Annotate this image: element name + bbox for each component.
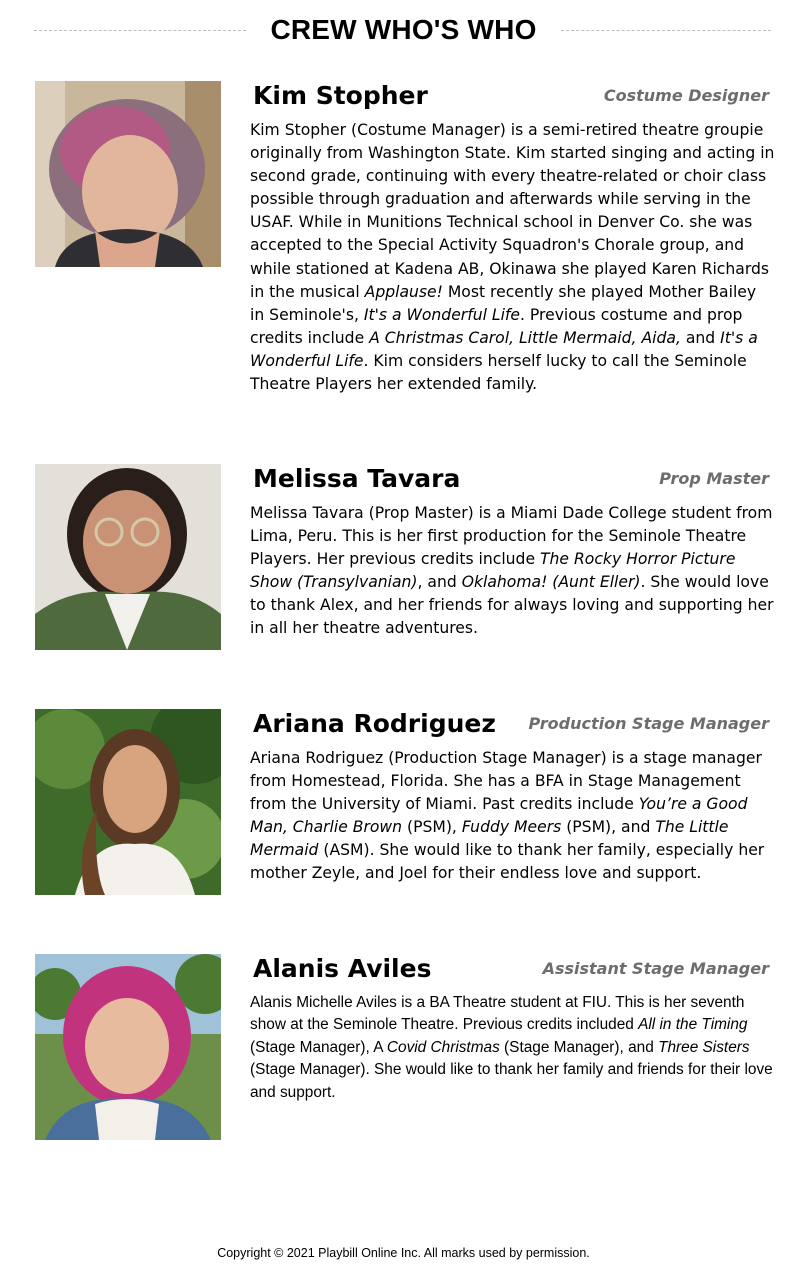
bio-text: Alanis Michelle Aviles is a BA Theatre student at FIU. This is her seventh show at the Seminole Theatre. Previous credits included — [250, 994, 745, 1034]
member-role: Costume Designer — [603, 86, 769, 105]
headshot-photo — [35, 954, 221, 1140]
bio-title: A Christmas Carol, Little Mermaid, Aida, — [369, 328, 681, 347]
bio-text: (Stage Manager). She would like to thank her family and friends for their love and support. — [250, 1061, 773, 1101]
bio-text: , and — [417, 573, 462, 592]
member-role: Assistant Stage Manager — [542, 959, 769, 978]
bio-title: Oklahoma! (Aunt Eller) — [461, 573, 641, 592]
bio-title: You’re a Good Man, Charlie Brown — [250, 795, 748, 837]
header-rule-left — [34, 30, 246, 31]
copyright-footer: Copyright © 2021 Playbill Online Inc. All marks used by permission. — [217, 1246, 590, 1260]
bio-text: and — [680, 328, 721, 347]
headshot-photo — [35, 81, 221, 267]
bio-text: (Stage Manager), A — [250, 1038, 387, 1056]
member-name: Kim Stopher — [253, 81, 428, 110]
bio-title: Applause! — [364, 282, 443, 301]
bio-text: . Kim considers herself lucky to call the Seminole Theatre Players her extended family. — [250, 351, 747, 394]
bio-title: Covid Christmas — [386, 1038, 500, 1056]
bio-title: Fuddy Meers — [461, 818, 562, 837]
headshot-photo — [35, 464, 221, 650]
bio-text: (PSM), — [402, 818, 462, 837]
bio-text: Melissa Tavara (Prop Master) is a Miami Dade College student from Lima, Peru. This is her first production for the Seminole Theatre Players. Her previous credits include — [250, 504, 773, 569]
bio-text: (PSM), and — [561, 818, 656, 837]
member-role: Prop Master — [659, 469, 769, 488]
member-name: Alanis Aviles — [253, 954, 432, 983]
bio-title: It's a Wonderful Life — [363, 305, 520, 324]
bio-title: It's a Wonderful Life — [250, 328, 758, 370]
page-title: CREW WHO'S WHO — [270, 14, 537, 45]
page-header — [0, 12, 807, 50]
headshot-image — [35, 709, 221, 895]
bio-text: . Previous costume and prop credits include — [250, 305, 743, 347]
bio-text: Ariana Rodriguez (Production Stage Manager) is a stage manager from Homestead, Florida. She has a BFA in Stage Management from the University of Miami. Past credits include — [250, 749, 762, 814]
headshot-image — [35, 81, 221, 267]
bio-text: (Stage Manager), and — [499, 1038, 659, 1056]
member-bio — [250, 119, 775, 396]
headshot-photo — [35, 709, 221, 895]
bio-title: Three Sisters — [658, 1038, 750, 1056]
bio-text: Most recently she played Mother Bailey in Seminole's, — [250, 282, 757, 324]
bio-title: The Rocky Horror Picture Show (Transylvanian) — [250, 550, 736, 592]
bio-text: (ASM). She would like to thank her family, especially her mother Zeyle, and Joel for their endless love and support. — [250, 841, 765, 883]
member-name: Melissa Tavara — [253, 464, 461, 493]
member-bio — [250, 992, 775, 1104]
bio-title: The Little Mermaid — [250, 818, 729, 860]
member-role: Production Stage Manager — [528, 714, 769, 733]
headshot-image — [35, 464, 221, 650]
bio-text: Kim Stopher (Costume Manager) is a semi-retired theatre groupie originally from Washington State. Kim started singing and acting in second grade, continuing with every theatre-related or choir class possible through graduation and afterwards while serving in the USAF. While in Munitions Technical school in Denver Co. she was accepted to the Special Activity Squadron's Chorale group, and while stationed at Kadena AB, Okinawa she played Karen Richards in the musical — [250, 121, 775, 301]
member-name: Ariana Rodriguez — [253, 709, 496, 738]
member-bio — [250, 502, 775, 641]
headshot-image — [35, 954, 221, 1140]
bio-text: . She would love to thank Alex, and her friends for always loving and supporting her in all her theatre adventures. — [250, 573, 774, 638]
bio-title: All in the Timing — [638, 1016, 748, 1034]
member-bio — [250, 747, 775, 886]
header-rule-right — [561, 30, 771, 31]
